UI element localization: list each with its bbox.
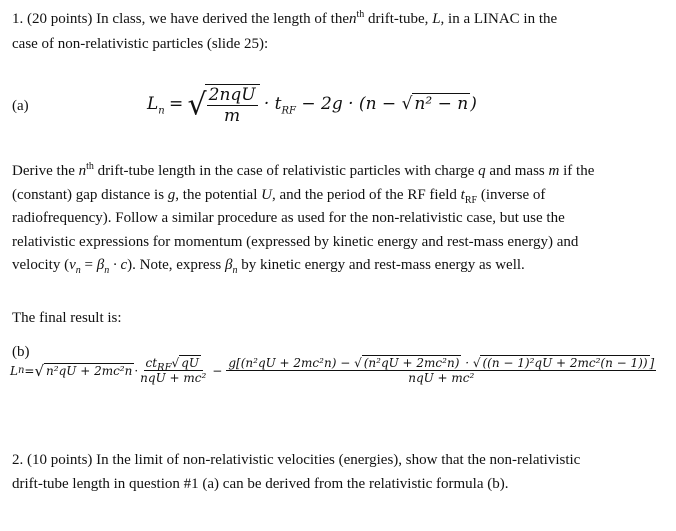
question-points: (20 points) xyxy=(27,11,93,27)
question-2-number: 2. xyxy=(12,452,24,468)
equation-a: $L_n$ = √ $\frac{\text{2nqU}}{m}$ · $t_{RF} - 2g \cdot (n$ − √ n² − n ) xyxy=(147,85,477,126)
derive-paragraph: Derive the $n^{th}$ drift-tube length in the case of relativistic particles with charge q and mass m if the (constant) gap distance is g, the potential U, and the period of the RF field $t_{RF}$ (inverse of radiofrequency). Follow a similar procedure as used for the non-relativistic case, but use the relativistic expressions for momentum (expressed by kinetic energy and rest-mass energy) and velocity $(v_n = \beta_n \cdot c)$. Note, express $\beta_n$ by kinetic energy and rest-mass energy as well. xyxy=(12,161,595,276)
question-2: 2. (10 points) In the limit of non-relativistic velocities (energies), show that the non-relativistic drift-tube length in question #1 (a) can be derived from the relativistic formula (b). xyxy=(12,452,581,492)
question-number: 1. xyxy=(12,11,24,27)
question-1-line2: case of non-relativistic particles (slide 25): xyxy=(12,36,269,52)
fraction-1: $\frac{ct_{RF}√ qU}{\text{nqU + mc²}}$ xyxy=(140,356,207,385)
part-a-label: (a) xyxy=(12,98,29,114)
question-1-header: 1. (20 points) In class, we have derived the length of then$^{th}$ drift-tube, L, in a LINAC in the xyxy=(12,9,558,27)
final-result-label: The final result is: xyxy=(12,310,122,326)
equation-b: L n = √ n²qU + 2mc²n · $\frac{ct_{RF}√ qU}{\text{nqU + mc²}}$ − g[(n²qU + 2mc²n) − √ (n²qU + 2mc²n) · √ ((n − 1)²qU + 2mc²(n − 1)) ] nqU + mc² xyxy=(10,356,655,385)
sqrt-symbol: √ xyxy=(187,87,207,123)
sqrt-fraction: $\frac{\text{2nqU}}{m}$ xyxy=(205,84,260,126)
part-b-label: (b) xyxy=(12,344,30,360)
fraction-2: g[(n²qU + 2mc²n) − √ (n²qU + 2mc²n) · √ ((n − 1)²qU + 2mc²(n − 1)) ] nqU + mc² xyxy=(228,356,655,385)
